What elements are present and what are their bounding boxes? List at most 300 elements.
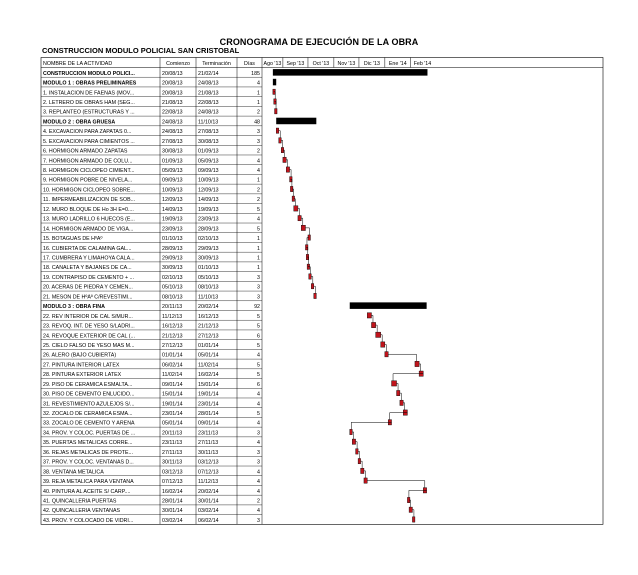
end-date: 15/01/14 xyxy=(198,381,219,388)
table-row xyxy=(43,110,260,116)
end-date: 11/10/13 xyxy=(198,119,219,126)
table-row xyxy=(43,460,260,466)
task-bar xyxy=(309,274,312,279)
duration-days: 4 xyxy=(257,479,260,486)
start-date: 30/09/13 xyxy=(162,265,183,272)
start-date: 19/09/13 xyxy=(162,216,183,223)
start-date: 24/08/13 xyxy=(162,119,183,126)
activity-name: 26. ALERO (BAJO CUBIERTA) xyxy=(43,352,117,359)
table-row xyxy=(43,372,260,378)
activity-name: 43. PROV. Y COLOCADO DE VIDRI... xyxy=(43,517,134,524)
end-date: 07/12/13 xyxy=(198,469,219,476)
table-row xyxy=(43,275,260,281)
table-row xyxy=(43,508,260,514)
duration-days: 2 xyxy=(257,148,260,155)
start-date: 30/08/13 xyxy=(162,148,183,155)
task-bar xyxy=(367,313,371,318)
activity-name: MODULO 3 : OBRA FINA xyxy=(43,304,105,311)
start-date: 20/08/13 xyxy=(162,80,183,87)
month-label: Feb '14 xyxy=(413,61,432,68)
duration-days: 4 xyxy=(257,488,260,495)
dependency-arrow xyxy=(371,315,373,322)
duration-days: 6 xyxy=(257,333,260,340)
activity-name: MODULO 1 : OBRAS PRELIMINARES xyxy=(43,80,137,87)
table-row xyxy=(43,440,260,446)
activity-name: 22. REV INTERIOR DE CAL S/MUR... xyxy=(43,313,133,320)
duration-days: 5 xyxy=(257,411,260,418)
activity-name: 29. PISO DE CERAMICA ESMALTA... xyxy=(43,381,133,388)
activity-name: 32. ZOCALO DE CERAMICA ESMA... xyxy=(43,411,133,418)
summary-bar xyxy=(273,69,428,76)
activity-name: 13. MURO LADRILLO 6 HUECOS (E... xyxy=(43,216,135,223)
activity-name: 41. QUINCALLERIA PUERTAS xyxy=(43,498,117,505)
table-row xyxy=(43,353,260,359)
table-row xyxy=(43,119,260,125)
start-date: 27/11/13 xyxy=(162,449,183,456)
month-label: Sep '13 xyxy=(286,61,305,68)
duration-days: 4 xyxy=(257,216,260,223)
end-date: 30/09/13 xyxy=(198,255,219,262)
duration-days: 5 xyxy=(257,226,260,233)
end-date: 05/01/14 xyxy=(198,352,219,359)
column-header-start: Comienzo xyxy=(166,61,190,68)
dependency-arrow xyxy=(286,160,288,167)
dependency-arrow xyxy=(305,228,309,235)
start-date: 12/09/13 xyxy=(162,197,183,204)
start-date: 24/08/13 xyxy=(162,129,183,136)
activity-name: 4. EXCAVACION PARA ZAPATAS 0... xyxy=(43,129,132,136)
task-bar xyxy=(381,342,385,347)
activity-name: 33. ZOCALO DE CEMENTO Y ARENA xyxy=(43,420,135,427)
table-row xyxy=(43,499,260,505)
start-date: 14/09/13 xyxy=(162,206,183,213)
table-row xyxy=(43,100,260,106)
task-bar xyxy=(415,361,419,366)
dependency-arrow xyxy=(400,393,402,400)
activity-name: 24. REVOQUE EXTERIOR DE CAL (... xyxy=(43,333,135,340)
activity-name: 14. HORMIGON ARMADO DE VIGA... xyxy=(43,226,134,233)
start-date: 07/12/13 xyxy=(162,479,183,486)
column-header-end: Terminación xyxy=(202,61,231,68)
start-date: 23/01/14 xyxy=(162,411,183,418)
task-bar xyxy=(376,332,381,337)
activity-name: 30. PISO DE CEMENTO ENLUCIDO... xyxy=(43,391,135,398)
task-bar xyxy=(397,390,400,395)
end-date: 28/01/14 xyxy=(198,411,219,418)
duration-days: 4 xyxy=(257,168,260,175)
activity-name: 42. QUINCALLERIA VENTANAS xyxy=(43,508,121,515)
duration-days: 4 xyxy=(257,401,260,408)
activity-name: CONSTRUCCION MODULO POLICI... xyxy=(43,70,135,77)
end-date: 06/02/14 xyxy=(198,517,219,524)
task-bar xyxy=(275,109,278,114)
table-row xyxy=(43,207,260,213)
activity-name: 39. REJA METALICA PARA VENTANA xyxy=(43,479,134,486)
duration-days: 6 xyxy=(257,381,260,388)
task-bar xyxy=(294,206,298,211)
table-row xyxy=(43,479,260,485)
start-date: 20/11/13 xyxy=(162,430,183,437)
page-subtitle: CONSTRUCCION MODULO POLICIAL SAN CRISTOBAL xyxy=(42,46,240,55)
start-date: 16/02/14 xyxy=(162,488,183,495)
table-row xyxy=(43,168,260,174)
end-date: 16/12/13 xyxy=(198,313,219,320)
activity-name: 35. PUERTAS METALICAS CORRE... xyxy=(43,440,133,447)
end-date: 21/02/14 xyxy=(198,70,219,77)
end-date: 27/12/13 xyxy=(198,333,219,340)
end-date: 05/09/13 xyxy=(198,158,219,165)
task-bar xyxy=(350,429,353,434)
start-date: 20/11/13 xyxy=(162,304,183,311)
page-title: CRONOGRAMA DE EJECUCIÓN DE LA OBRA xyxy=(219,37,419,47)
table-row xyxy=(43,158,260,164)
summary-bar xyxy=(350,302,427,309)
activity-name: 9. HORMIGON POBRE DE NIVELA... xyxy=(43,177,133,184)
activity-name: 5. EXCAVACION PARA CIMIENTOS ... xyxy=(43,138,135,145)
start-date: 11/02/14 xyxy=(162,372,183,379)
table-row xyxy=(43,392,260,398)
dependency-arrow xyxy=(279,131,281,138)
table-row xyxy=(43,362,260,368)
activity-name: 34. PROV. Y COLOC. PUERTAS DE ... xyxy=(43,430,136,437)
duration-days: 2 xyxy=(257,498,260,505)
end-date: 03/02/14 xyxy=(198,508,219,515)
activity-name: 3. REPLANTEO (ESTRUCTURAS Y ... xyxy=(43,109,135,116)
activity-name: MODULO 2 : OBRA GRUESA xyxy=(43,119,116,126)
start-date: 19/01/14 xyxy=(162,401,183,408)
end-date: 14/09/13 xyxy=(198,197,219,204)
start-date: 05/10/13 xyxy=(162,284,183,291)
end-date: 20/02/14 xyxy=(198,488,219,495)
start-date: 15/01/14 xyxy=(162,391,183,398)
table-row xyxy=(43,265,260,271)
table-row xyxy=(43,411,260,417)
end-date: 16/02/14 xyxy=(198,372,219,379)
duration-days: 185 xyxy=(251,70,260,77)
dependency-arrow xyxy=(419,364,421,371)
end-date: 11/02/14 xyxy=(198,362,219,369)
task-bar xyxy=(314,293,317,298)
start-date: 03/12/13 xyxy=(162,469,183,476)
duration-days: 2 xyxy=(257,109,260,116)
table-row xyxy=(43,129,260,135)
duration-days: 1 xyxy=(257,177,260,184)
duration-days: 1 xyxy=(257,265,260,272)
table-row xyxy=(43,197,260,203)
end-date: 11/10/13 xyxy=(198,294,219,301)
end-date: 12/09/13 xyxy=(198,187,219,194)
dependency-arrow xyxy=(385,345,387,352)
task-bar xyxy=(361,468,364,473)
start-date: 21/12/13 xyxy=(162,333,183,340)
duration-days: 4 xyxy=(257,158,260,165)
duration-days: 4 xyxy=(257,420,260,427)
end-date: 19/09/13 xyxy=(198,206,219,213)
activity-name: 37. PROV. Y COLOC. VENTANAS D... xyxy=(43,459,134,466)
duration-days: 1 xyxy=(257,245,260,252)
duration-days: 1 xyxy=(257,90,260,97)
summary-bar xyxy=(273,79,276,86)
table-row xyxy=(43,430,260,436)
table-row xyxy=(43,314,260,320)
duration-days: 1 xyxy=(257,255,260,262)
end-date: 19/01/14 xyxy=(198,391,219,398)
dependency-arrow xyxy=(281,140,283,147)
dependency-arrow xyxy=(412,510,414,517)
task-bar xyxy=(400,400,403,405)
table-row xyxy=(43,178,260,184)
start-date: 20/08/13 xyxy=(162,90,183,97)
start-date: 11/12/13 xyxy=(162,313,183,320)
dependency-arrow xyxy=(351,422,391,429)
activity-name: 16. CUBIERTA DE CALAMINA GAL... xyxy=(43,245,132,252)
activity-name: 12. MURO BLOQUE DE Ho 3H E=0.... xyxy=(43,206,134,213)
task-bar xyxy=(352,439,355,444)
duration-days: 2 xyxy=(257,197,260,204)
task-bar xyxy=(298,216,301,221)
month-label: Ago '13 xyxy=(263,61,282,68)
task-bar xyxy=(286,167,289,172)
start-date: 30/01/14 xyxy=(162,508,183,515)
table-row xyxy=(43,401,260,407)
table-row xyxy=(43,226,260,232)
end-date: 10/09/13 xyxy=(198,177,219,184)
end-date: 09/09/13 xyxy=(198,168,219,175)
duration-days: 3 xyxy=(257,459,260,466)
dependency-arrow xyxy=(388,354,416,361)
duration-days: 3 xyxy=(257,517,260,524)
end-date: 21/12/13 xyxy=(198,323,219,330)
start-date: 03/02/14 xyxy=(162,517,183,524)
activity-name: 36. REJAS METALICAS DE PROTE... xyxy=(43,449,133,456)
dependency-arrow xyxy=(314,286,316,293)
column-header-activity: NOMBRE DE LA ACTIVIDAD xyxy=(43,61,113,68)
task-bar xyxy=(276,128,279,133)
start-date: 09/09/13 xyxy=(162,177,183,184)
start-date: 05/09/13 xyxy=(162,168,183,175)
activity-name: 8. HORMIGON CICLOPEO CIMIENT... xyxy=(43,168,135,175)
start-date: 22/08/13 xyxy=(162,109,183,116)
end-date: 28/09/13 xyxy=(198,226,219,233)
dependency-arrow xyxy=(298,208,300,215)
start-date: 27/12/13 xyxy=(162,342,183,349)
duration-days: 3 xyxy=(257,138,260,145)
start-date: 29/09/13 xyxy=(162,255,183,262)
start-date: 09/01/14 xyxy=(162,381,183,388)
month-label: Dic '13 xyxy=(363,61,380,68)
table-row xyxy=(43,382,260,388)
task-bar xyxy=(409,507,412,512)
end-date: 01/10/13 xyxy=(198,265,219,272)
start-date: 08/10/13 xyxy=(162,294,183,301)
end-date: 27/11/13 xyxy=(198,440,219,447)
activity-name: 2. LETRERO DE OBRAS HAM (SEG... xyxy=(43,99,135,106)
duration-days: 3 xyxy=(257,430,260,437)
activity-name: 7. HORMIGON ARMADO DE COLU... xyxy=(43,158,133,165)
duration-days: 4 xyxy=(257,391,260,398)
start-date: 01/10/13 xyxy=(162,236,183,243)
start-date: 05/01/14 xyxy=(162,420,183,427)
duration-days: 4 xyxy=(257,440,260,447)
dependency-arrow xyxy=(367,481,424,488)
duration-days: 4 xyxy=(257,469,260,476)
duration-days: 4 xyxy=(257,508,260,515)
duration-days: 2 xyxy=(257,187,260,194)
start-date: 01/09/13 xyxy=(162,158,183,165)
end-date: 24/08/13 xyxy=(198,80,219,87)
end-date: 30/01/14 xyxy=(198,498,219,505)
table-row xyxy=(43,149,260,155)
table-row xyxy=(43,450,260,456)
table-row xyxy=(43,421,260,427)
table-row xyxy=(43,90,260,96)
end-date: 01/09/13 xyxy=(198,148,219,155)
activity-name: 20. ACERAS DE PIEDRA Y CEMEN... xyxy=(43,284,133,291)
table-row xyxy=(43,324,260,330)
table-row xyxy=(43,217,260,223)
start-date: 27/08/13 xyxy=(162,138,183,145)
activity-name: 40. PINTURA AL ACEITE S/ CARP.... xyxy=(43,488,131,495)
task-bar xyxy=(283,157,286,162)
start-date: 28/01/14 xyxy=(162,498,183,505)
duration-days: 5 xyxy=(257,362,260,369)
duration-days: 3 xyxy=(257,449,260,456)
activity-name: 15. BOTAGUAS DE HºAº xyxy=(43,236,103,243)
start-date: 16/12/13 xyxy=(162,323,183,330)
duration-days: 5 xyxy=(257,323,260,330)
table-row xyxy=(43,187,260,193)
table-body xyxy=(43,71,260,524)
task-bar xyxy=(301,225,305,230)
activity-name: 18. CANALETA Y BAJANES DE CA... xyxy=(43,265,132,272)
activity-name: 28. PINTURA EXTERIOR LATEX xyxy=(43,372,122,379)
start-date: 23/09/13 xyxy=(162,226,183,233)
table-row xyxy=(43,285,260,291)
dependency-arrow xyxy=(381,335,383,342)
dependency-arrow xyxy=(364,471,366,478)
end-date: 24/08/13 xyxy=(198,109,219,116)
month-label: Nov '13 xyxy=(337,61,356,68)
table-row xyxy=(43,81,260,87)
dependency-arrow xyxy=(403,403,405,410)
duration-days: 5 xyxy=(257,342,260,349)
end-date: 08/10/13 xyxy=(198,284,219,291)
task-bar xyxy=(358,459,361,464)
end-date: 20/02/14 xyxy=(198,304,219,311)
start-date: 28/09/13 xyxy=(162,245,183,252)
duration-days: 4 xyxy=(257,80,260,87)
table-row xyxy=(43,256,260,262)
end-date: 22/08/13 xyxy=(198,99,219,106)
table-row xyxy=(43,304,260,310)
task-bar xyxy=(364,478,367,483)
duration-days: 5 xyxy=(257,372,260,379)
dependency-arrow xyxy=(356,442,358,449)
end-date: 05/10/13 xyxy=(198,274,219,281)
table-row xyxy=(43,139,260,145)
activity-name: 25. CIELO FALSO DE YESO MAS M... xyxy=(43,342,135,349)
table-row xyxy=(43,489,260,495)
task-bar xyxy=(412,517,415,522)
end-date: 30/08/13 xyxy=(198,138,219,145)
end-date: 03/12/13 xyxy=(198,459,219,466)
duration-days: 3 xyxy=(257,274,260,281)
activity-name: 10. HORMIGON CICLOPEO SOBRE... xyxy=(43,187,135,194)
dependency-arrow xyxy=(311,276,313,283)
column-header-days: Días xyxy=(244,61,255,68)
table-row xyxy=(43,343,260,349)
end-date: 29/09/13 xyxy=(198,245,219,252)
table-row xyxy=(43,246,260,252)
task-bar xyxy=(311,284,314,289)
end-date: 27/08/13 xyxy=(198,129,219,136)
duration-days: 1 xyxy=(257,236,260,243)
end-date: 30/11/13 xyxy=(198,449,219,456)
duration-days: 5 xyxy=(257,206,260,213)
start-date: 02/10/13 xyxy=(162,274,183,281)
start-date: 06/02/14 xyxy=(162,362,183,369)
end-date: 23/09/13 xyxy=(198,216,219,223)
activity-name: 6. HORMIGON ARMADO ZAPATAS xyxy=(43,148,128,155)
end-date: 21/08/13 xyxy=(198,90,219,97)
task-bar xyxy=(356,449,359,454)
dependency-arrow xyxy=(376,325,378,332)
dependency-arrow xyxy=(301,218,303,225)
activity-name: 17. CUMBRERA Y LIMAHOYA CALA... xyxy=(43,255,135,262)
start-date: 23/11/13 xyxy=(162,440,183,447)
table-row xyxy=(43,294,260,300)
dependency-arrow xyxy=(352,432,354,439)
task-bar xyxy=(392,381,397,386)
task-bar xyxy=(385,352,388,357)
start-date: 30/11/13 xyxy=(162,459,183,466)
start-date: 01/01/14 xyxy=(162,352,183,359)
end-date: 23/01/14 xyxy=(198,401,219,408)
task-bar xyxy=(371,322,375,327)
month-label: Ene '14 xyxy=(388,61,407,68)
start-date: 20/08/13 xyxy=(162,70,183,77)
duration-days: 4 xyxy=(257,352,260,359)
activity-name: 19. CONTRAPISO DE CEMENTO + ... xyxy=(43,274,134,281)
activity-name: 1. INSTALACION DE FAENAS (MOV... xyxy=(43,90,135,97)
duration-days: 3 xyxy=(257,284,260,291)
dependency-arrow xyxy=(290,170,292,177)
table-row xyxy=(43,469,260,475)
end-date: 09/01/14 xyxy=(198,420,219,427)
table-row xyxy=(43,518,260,524)
table-row xyxy=(43,71,260,77)
activity-name: 21. MESON DE HºAº C/REVESTIMI... xyxy=(43,294,133,301)
activity-name: 38. VENTANA METALICA xyxy=(43,469,104,476)
dependency-arrow xyxy=(393,374,423,381)
end-date: 23/11/13 xyxy=(198,430,219,437)
end-date: 11/12/13 xyxy=(198,479,219,486)
dependency-arrow xyxy=(358,451,360,458)
table-row xyxy=(43,333,260,339)
duration-days: 92 xyxy=(254,304,260,311)
end-date: 01/01/14 xyxy=(198,342,219,349)
activity-name: 31. REVESTIMIENTO AZULEJOS S/... xyxy=(43,401,135,408)
gantt-bars xyxy=(273,69,428,522)
activity-name: 27. PINTURA INTERIOR LATEX xyxy=(43,362,120,369)
start-date: 10/09/13 xyxy=(162,187,183,194)
duration-days: 48 xyxy=(254,119,260,126)
summary-bar xyxy=(276,118,316,125)
month-label: Oct '13 xyxy=(312,61,330,68)
duration-days: 5 xyxy=(257,313,260,320)
duration-days: 3 xyxy=(257,294,260,301)
start-date: 21/08/13 xyxy=(162,99,183,106)
